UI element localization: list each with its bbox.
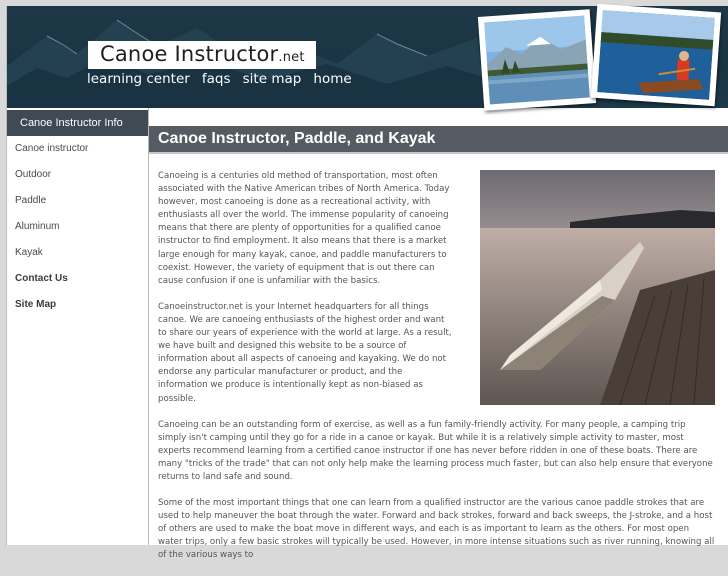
paragraph-1: Canoeing is a centuries old method of transportation, most often associated with the Native American tribes of North America. Today however, most canoeing is done as a recreational activity, with enthusiasts all over the world. The immense popularity of canoeing means that there are plenty of opportunities for a qualified canoe instructor to find employment. It also means that there is a market large enough for many kayak, canoe, and paddle manufacturers to coexist. However, the variety of equipment that is out there can cause confusion if one is unfamiliar with the basics. (158, 171, 450, 286)
sidebar-item-kayak[interactable]: Kayak (15, 247, 43, 258)
top-navigation (87, 68, 359, 88)
sidebar-item-aluminum[interactable]: Aluminum (15, 221, 60, 232)
main-content (149, 108, 728, 561)
sidebar-item-paddle[interactable]: Paddle (15, 195, 47, 206)
header-photo-canoeist (591, 4, 721, 106)
sidebar-heading: Canoe Instructor Info (7, 108, 148, 136)
page-title: Canoe Instructor, Paddle, and Kayak (158, 130, 436, 147)
site-header (7, 6, 728, 108)
nav-learning-center[interactable]: learning center (87, 71, 190, 87)
sidebar-item-outdoor[interactable]: Outdoor (15, 169, 52, 180)
header-photo-lake-mountains (478, 9, 596, 111)
paragraph-3: Canoeing can be an outstanding form of exercise, as well as a fun family-friendly activity. For many people, a camping trip simply isn't camping until they go for a ride in a canoe or kayak. But while it is a relatively simple activity to master, most experts recommend learning from a certified canoe instructor if one has never before ridden in one of these boats. There are many "tricks of the trade" that can not only help make the learning process much faster, but can also help ensure that everyone returns to land safe and sound. (158, 419, 713, 482)
page (6, 6, 728, 561)
logo-text: Canoe Instructor.net (100, 42, 305, 66)
title-divider (149, 152, 728, 154)
nav-site-map[interactable]: site map (242, 71, 302, 87)
article-body (158, 170, 716, 576)
nav-home[interactable]: home (313, 71, 352, 87)
paragraph-4: Some of the most important things that one can learn from a qualified instructor are the various canoe paddle strokes that are used to help maneuver the boat through the water. Forward and back strokes, forward and back sweeps, the J-stroke, and a host of others are used to make the boat move in different ways, and each is as important to learn as the others. For most open water trips, only a few basic strokes will typically be used. However, in more intense situations such as river running, knowing all of the various ways to (158, 498, 715, 561)
sidebar-item-site-map[interactable]: Site Map (15, 299, 57, 310)
nav-faqs[interactable]: faqs (201, 71, 231, 87)
page-title-bar (149, 126, 728, 152)
sidebar-item-contact-us[interactable]: Contact Us (15, 273, 68, 284)
paragraph-2: Canoeinstructor.net is your Internet headquarters for all things canoe. We are canoeing enthusiasts of the highest order and want to share our years of experience with the world at large. As a result, we have built and designed this website to be a source of information about all aspects of canoeing and kayaking. We do not endorse any particular manufacturer or product, and the information we produce is intentionally kept as non-biased as possible. (158, 301, 452, 404)
sidebar (7, 108, 149, 545)
sidebar-item-canoe-instructor[interactable]: Canoe instructor (15, 143, 89, 154)
site-logo[interactable] (88, 41, 316, 69)
